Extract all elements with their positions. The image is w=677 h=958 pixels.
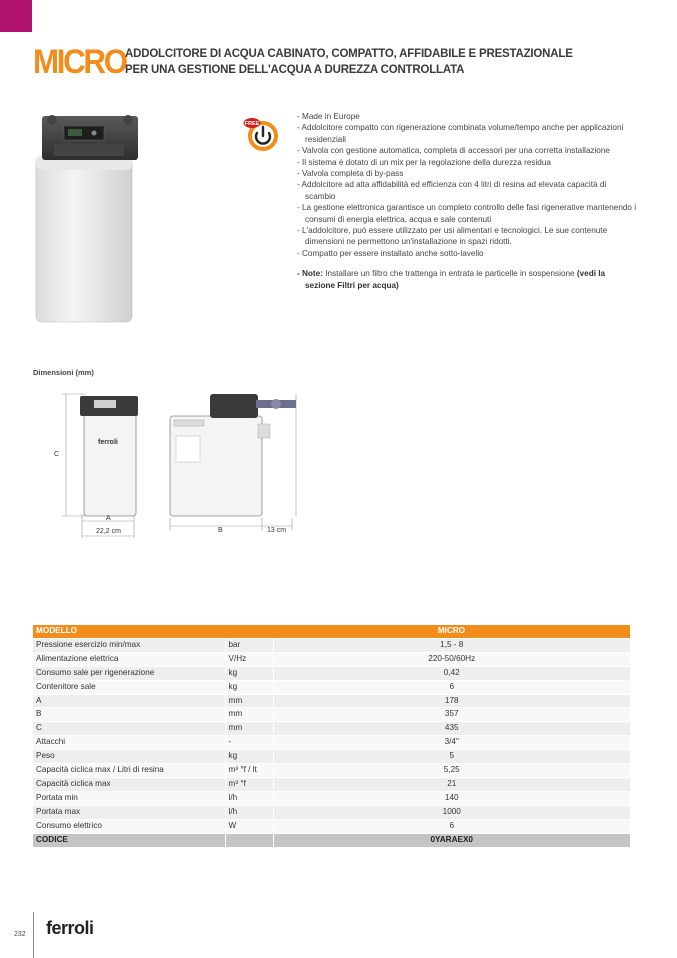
table-row (33, 791, 630, 805)
table-cell-value: 6 (273, 819, 630, 833)
spec-table (33, 625, 630, 848)
header-product: MICRO (273, 625, 630, 638)
free-power-icon (243, 115, 279, 151)
dimension-side-value: 13 cm (267, 527, 287, 534)
table-cell-name: Consumo sale per rigenerazione (33, 666, 225, 680)
header-model: MODELLO (33, 625, 225, 638)
subtitle-line-1: ADDOLCITORE DI ACQUA CABINATO, COMPATTO, AFFIDABILE E PRESTAZIONALE (125, 48, 573, 60)
table-cell-value: 357 (273, 708, 630, 722)
table-cell-name: A (33, 694, 225, 708)
table-cell-name: Capacità ciclica max (33, 777, 225, 791)
table-row (33, 722, 630, 736)
table-cell-value: 178 (273, 694, 630, 708)
page-number: 232 (14, 931, 26, 938)
table-cell-name: Pressione esercizio min/max (33, 638, 225, 652)
feature-list (297, 111, 637, 291)
table-row (33, 736, 630, 750)
table-row (33, 708, 630, 722)
table-cell-name: Peso (33, 750, 225, 764)
header-unit (225, 625, 273, 638)
table-cell-unit: V/Hz (225, 652, 273, 666)
free-badge-label: FREE (244, 121, 260, 127)
table-row (33, 680, 630, 694)
note-prefix: - Note: (297, 269, 323, 279)
subtitle-line-2: PER UNA GESTIONE DELL'ACQUA A DUREZZA CONTROLLATA (125, 64, 465, 76)
table-cell-name: Consumo elettrico (33, 819, 225, 833)
table-cell-unit: mm (225, 708, 273, 722)
dimensions-label: Dimensioni (mm) (33, 368, 94, 377)
table-cell-value: 140 (273, 791, 630, 805)
feature-item: - La gestione elettronica garantisce un completo controllo delle fasi rigenerative mantenendo i consumi di energia elettrica, acqua e sale contenuti (297, 203, 637, 224)
table-row (33, 777, 630, 791)
water-softener-photo (34, 112, 146, 324)
table-cell-name: B (33, 708, 225, 722)
table-cell-value: 435 (273, 722, 630, 736)
feature-item: - Il sistema è dotato di un mix per la regolazione della durezza residua (297, 157, 551, 167)
table-cell-value: 5 (273, 750, 630, 764)
dimension-b-label: B (218, 527, 223, 534)
table-cell-value: 5,25 (273, 764, 630, 778)
table-cell-unit: kg (225, 750, 273, 764)
table-cell-value: 21 (273, 777, 630, 791)
code-value: 0YARAEX0 (273, 833, 630, 847)
page-header (33, 44, 647, 84)
table-row (33, 764, 630, 778)
table-cell-value: 220-50/60Hz (273, 652, 630, 666)
feature-item: - Made in Europe (297, 112, 360, 121)
table-row (33, 694, 630, 708)
product-title: MICRO (33, 43, 126, 81)
dimension-c-label: C (54, 451, 60, 458)
table-cell-value: 3/4" (273, 736, 630, 750)
spec-table-header (33, 625, 630, 638)
table-row (33, 750, 630, 764)
table-cell-unit: mm (225, 694, 273, 708)
table-cell-unit: m³ °f (225, 777, 273, 791)
code-label: CODICE (33, 833, 225, 847)
dimension-a-value: 22,2 cm (96, 528, 121, 535)
table-row (33, 805, 630, 819)
table-cell-unit: - (225, 736, 273, 750)
ferroli-logo: ferroli (46, 918, 94, 938)
feature-item: - Valvola completa di by-pass (297, 169, 404, 179)
table-row (33, 666, 630, 680)
table-cell-name: Portata max (33, 805, 225, 819)
dimension-a-label: A (106, 515, 111, 522)
feature-item: - Addolcitore ad alta affidabilità ed efficienza con 4 litri di resina ad elevata capacità di scambio (297, 180, 607, 201)
code-row (33, 833, 630, 847)
table-cell-value: 1000 (273, 805, 630, 819)
table-cell-name: C (33, 722, 225, 736)
table-cell-name: Contenitore sale (33, 680, 225, 694)
code-unit (225, 833, 273, 847)
installation-note (297, 268, 637, 291)
table-cell-unit: bar (225, 638, 273, 652)
table-row (33, 638, 630, 652)
product-subtitle (125, 46, 573, 78)
table-cell-name: Attacchi (33, 736, 225, 750)
feature-item: - Compatto per essere installato anche sotto-lavello (297, 248, 484, 258)
footer-divider (33, 912, 34, 958)
table-cell-unit: l/h (225, 805, 273, 819)
dimension-drawing (50, 386, 300, 541)
feature-item: - Addolcitore compatto con rigenerazione combinata volume/tempo anche per applicazioni residenziali (297, 123, 624, 144)
table-cell-value: 0,42 (273, 666, 630, 680)
table-cell-unit: m³ °f / lt (225, 764, 273, 778)
table-cell-value: 1,5 - 8 (273, 638, 630, 652)
note-reference: (vedi la sezione Filtri per acqua) (305, 269, 606, 290)
table-cell-name: Portata min (33, 791, 225, 805)
table-cell-name: Alimentazione elettrica (33, 652, 225, 666)
table-cell-unit: l/h (225, 791, 273, 805)
table-cell-unit: kg (225, 680, 273, 694)
section-color-tab (0, 0, 32, 32)
table-cell-unit: W (225, 819, 273, 833)
table-row (33, 819, 630, 833)
table-row (33, 652, 630, 666)
table-cell-unit: mm (225, 722, 273, 736)
table-cell-value: 6 (273, 680, 630, 694)
table-cell-unit: kg (225, 666, 273, 680)
table-cell-name: Capacità ciclica max / Litri di resina (33, 764, 225, 778)
note-text: Installare un filtro che trattenga in entrata le particelle in sospensione (322, 269, 577, 279)
drawing-logo: ferroli (98, 439, 118, 446)
feature-item: - L'addolcitore, può essere utilizzato per usi alimentari e tecnologici. Le sue contenute dimensioni ne permettono un'installazione in spazi ridotti. (297, 226, 608, 247)
feature-item: - Valvola con gestione automatica, completa di accessori per una corretta installazione (297, 146, 610, 156)
